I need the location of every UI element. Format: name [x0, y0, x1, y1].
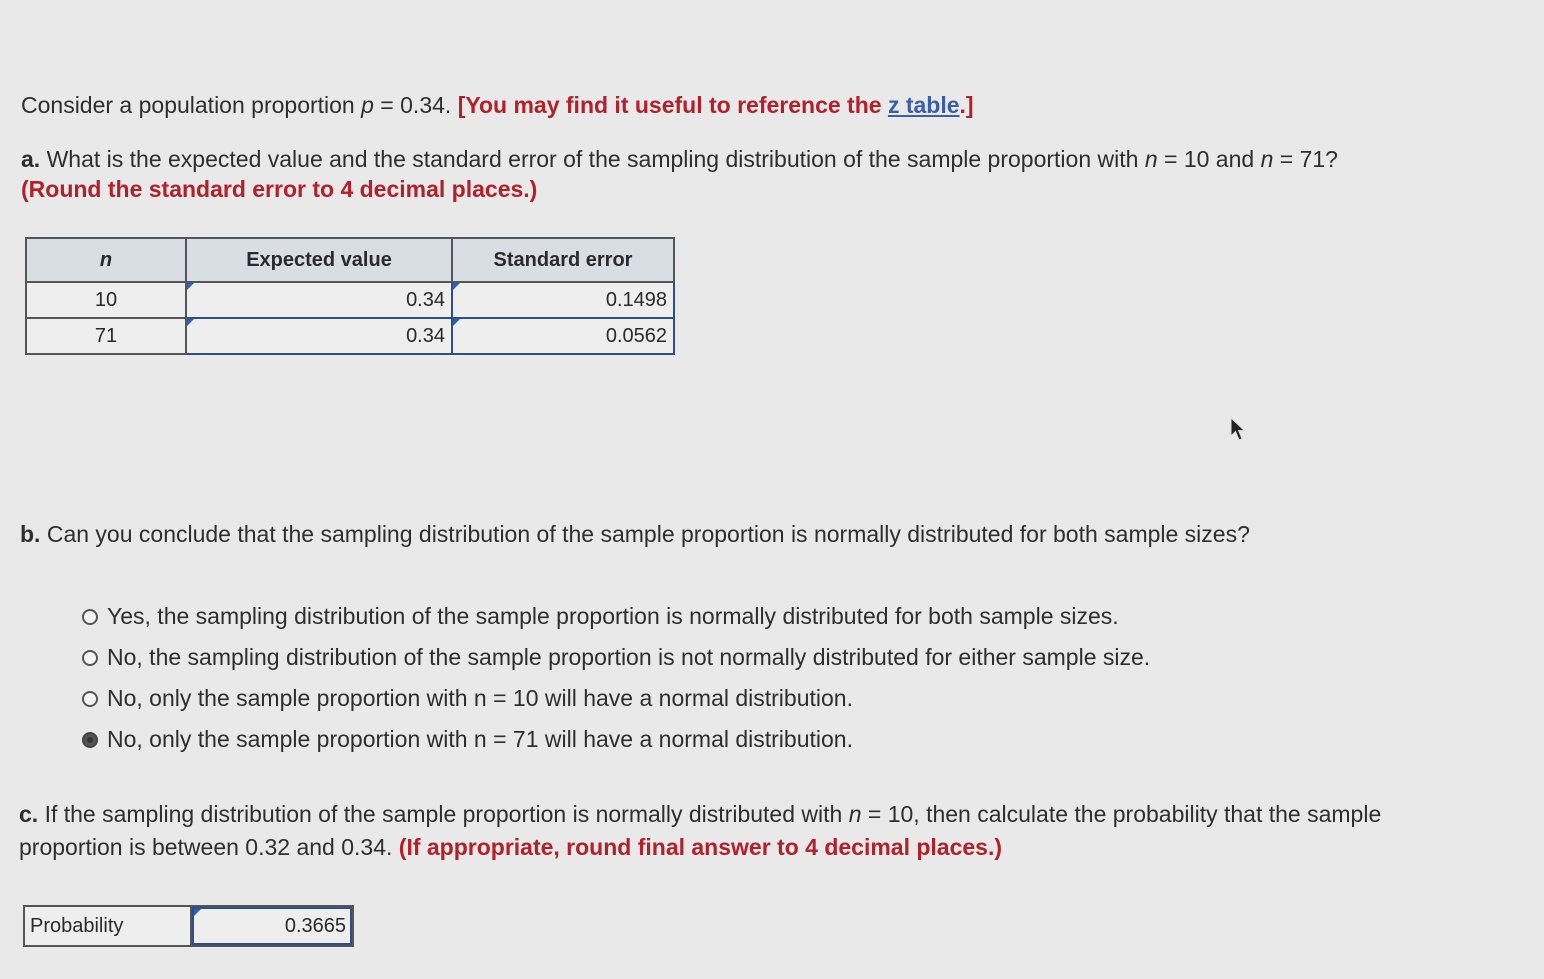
option-label: No, the sampling distribution of the sample proportion is not normally distributed for either sample size. — [107, 644, 1151, 670]
reference-close: .] — [959, 92, 974, 118]
part-c-text-line2: proportion is between 0.32 and 0.34. — [19, 834, 399, 860]
probability-input[interactable] — [192, 907, 352, 945]
expected-value-text: 0.34 — [406, 288, 445, 311]
option-yes-both[interactable] — [82, 603, 1119, 630]
radio-button-selected[interactable] — [82, 732, 98, 748]
radio-button[interactable] — [82, 609, 98, 625]
part-b-text: Can you conclude that the sampling distribution of the sample proportion is normally distributed for both sample sizes? — [40, 521, 1250, 547]
p-value: = 0.34. — [373, 92, 458, 118]
n-cell: 71 — [26, 318, 186, 354]
radio-button[interactable] — [82, 650, 98, 666]
n-variable: n — [1144, 146, 1158, 172]
mouse-cursor-icon — [1230, 417, 1248, 443]
n2-text: = 71? — [1273, 146, 1338, 172]
probability-label: Probability — [25, 907, 192, 945]
answer-flag-icon — [187, 319, 194, 326]
answer-flag-icon — [453, 319, 460, 326]
expected-value-input[interactable] — [186, 282, 452, 318]
option-n71-only[interactable] — [82, 726, 853, 753]
option-label: No, only the sample proportion with n = 71 will have a normal distribution. — [107, 726, 853, 752]
p-variable: p — [361, 92, 374, 118]
part-a-text: What is the expected value and the standard error of the sampling distribution of the sample proportion with — [40, 146, 1145, 172]
part-c-label: c. — [19, 801, 39, 827]
standard-error-text: 0.1498 — [605, 288, 667, 311]
header-standard-error: Standard error — [452, 238, 674, 282]
part-c-question — [19, 801, 1381, 828]
table-row — [26, 282, 674, 318]
part-c-text: If the sampling distribution of the sample proportion is normally distributed with — [38, 801, 849, 827]
intro-text: Consider a population proportion — [21, 92, 362, 118]
results-table — [25, 237, 675, 355]
intro-line — [21, 92, 974, 119]
answer-flag-icon — [453, 283, 460, 290]
probability-value: 0.3665 — [284, 914, 346, 937]
z-table-link[interactable]: z table — [887, 92, 960, 118]
part-a-label: a. — [21, 146, 41, 172]
option-label: No, only the sample proportion with n = 10 will have a normal distribution. — [107, 685, 853, 711]
n1-text: = 10 and — [1157, 146, 1261, 172]
option-n10-only[interactable] — [82, 685, 853, 712]
table-row — [26, 318, 674, 354]
part-c-text-mid: = 10, then calculate the probability that the sample — [861, 801, 1382, 827]
radio-button[interactable] — [82, 691, 98, 707]
answer-flag-icon — [194, 909, 201, 916]
n-variable: n — [848, 801, 862, 827]
header-n: n — [26, 238, 186, 282]
answer-flag-icon — [187, 283, 194, 290]
probability-row — [23, 905, 354, 947]
n-cell: 10 — [26, 282, 186, 318]
part-a-instruction: (Round the standard error to 4 decimal places.) — [21, 176, 538, 202]
standard-error-input[interactable] — [452, 282, 674, 318]
part-c-question-line2 — [19, 834, 1002, 861]
expected-value-input[interactable] — [186, 318, 452, 354]
part-b-question — [20, 521, 1250, 548]
n-variable-2: n — [1260, 146, 1274, 172]
part-b-label: b. — [20, 521, 41, 547]
part-a-question — [21, 146, 1338, 173]
standard-error-text: 0.0562 — [605, 324, 667, 347]
part-c-instruction: (If appropriate, round final answer to 4 decimal places.) — [398, 834, 1003, 860]
option-label: Yes, the sampling distribution of the sample proportion is normally distributed for both sample sizes. — [107, 603, 1119, 629]
header-expected-value: Expected value — [186, 238, 452, 282]
option-no-either[interactable] — [82, 644, 1150, 671]
standard-error-input[interactable] — [452, 318, 674, 354]
reference-text: [You may find it useful to reference the — [457, 92, 888, 118]
expected-value-text: 0.34 — [406, 324, 445, 347]
